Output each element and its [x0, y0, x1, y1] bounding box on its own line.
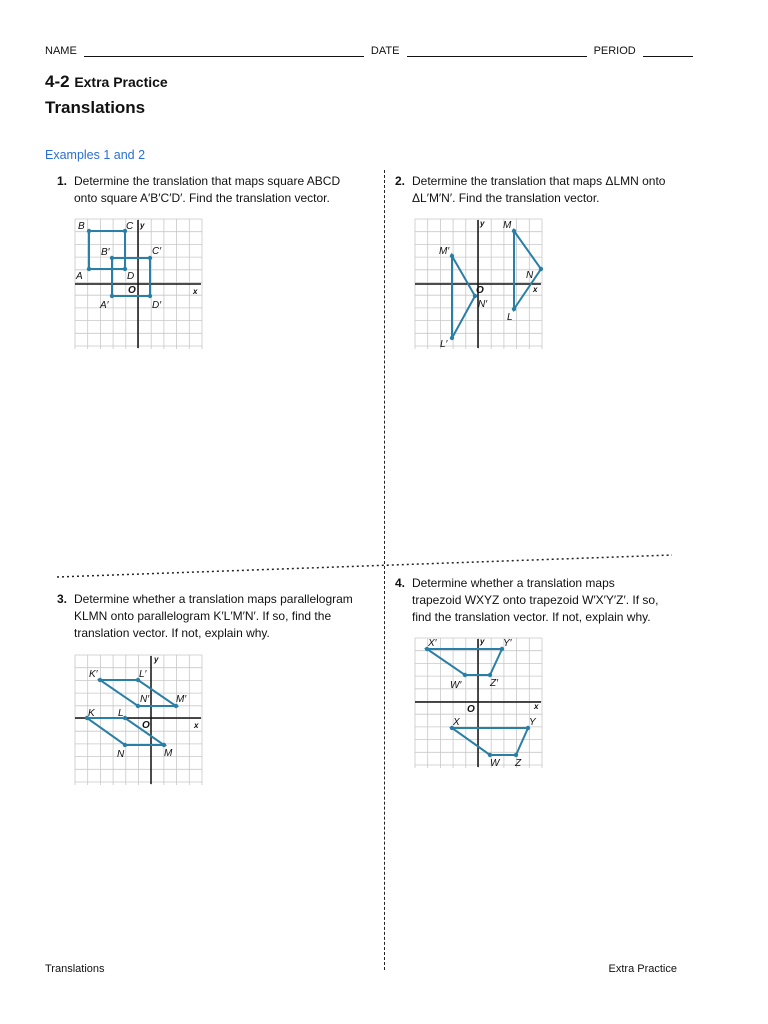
problem-number: 4. [395, 576, 406, 590]
problem-number: 2. [395, 174, 406, 188]
label-Y-prime: Y′ [503, 638, 512, 649]
section-label: Examples 1 and 2 [45, 148, 146, 162]
label-Z: Z [515, 758, 522, 769]
name-label: NAME [45, 45, 77, 57]
label-A-prime: A′ [100, 300, 109, 311]
label-M-prime: M′ [176, 694, 187, 705]
date-label: DATE [370, 45, 400, 57]
label-W: W [490, 758, 500, 769]
label-N: N [117, 749, 125, 760]
label-N: N [526, 270, 534, 281]
lesson-number: 4-2 [45, 72, 70, 91]
label-y: y [140, 221, 145, 230]
label-Y: Y [529, 717, 536, 728]
label-D: D [127, 271, 135, 282]
graph-1 [72, 216, 204, 352]
label-x: x [193, 287, 198, 296]
label-L-prime: L′ [139, 669, 147, 680]
lesson-type: Extra Practice [74, 74, 168, 90]
label-N-prime: N′ [478, 299, 488, 310]
label-X: X [453, 717, 460, 728]
label-X-prime: X′ [428, 638, 437, 649]
problem-text-line: trapezoid WXYZ onto trapezoid W′X′Y′Z′. If so, [412, 593, 659, 607]
problem-number: 1. [57, 174, 68, 188]
label-M: M [164, 748, 173, 759]
label-B-prime: B′ [101, 247, 110, 258]
label-W-prime: W′ [450, 680, 462, 691]
problem-number: 3. [57, 592, 68, 606]
label-L: L [507, 312, 513, 323]
label-M: M [503, 220, 512, 231]
page-title: Translations [45, 98, 146, 117]
graph-4 [412, 635, 544, 771]
label-O: O [128, 285, 136, 296]
problem-text-line: find the translation vector. If not, explain why. [412, 610, 651, 624]
label-y: y [154, 655, 159, 664]
label-Z-prime: Z′ [490, 678, 498, 689]
label-L: L [118, 708, 124, 719]
label-A: A [76, 271, 83, 282]
period-label: PERIOD [593, 45, 636, 57]
problem-text-line: KLMN onto parallelogram K′L′M′N′. If so, find the [74, 609, 332, 623]
triangle-lmn-prime [452, 256, 475, 338]
problem-text-line: Determine the translation that maps square ABCD [74, 174, 341, 188]
problem-text-line: ΔL′M′N′. Find the translation vector. [412, 191, 600, 205]
label-x: x [534, 702, 539, 711]
label-O: O [467, 704, 475, 715]
label-O: O [476, 285, 484, 296]
footer-right: Extra Practice [608, 963, 677, 975]
label-K-prime: K′ [89, 669, 98, 680]
label-L-prime: L′ [440, 339, 448, 350]
label-K: K [88, 708, 95, 719]
problem-text-line: Determine whether a translation maps [412, 576, 615, 590]
graph-2 [412, 216, 544, 352]
label-O: O [142, 720, 150, 731]
problem-text-line: translation vector. If not, explain why. [74, 626, 270, 640]
label-M-prime: M′ [439, 246, 450, 257]
trapezoid-wxyz-prime [427, 649, 502, 675]
label-N-prime: N′ [140, 694, 150, 705]
label-B: B [78, 221, 85, 232]
label-y: y [480, 637, 485, 646]
problem-text-line: Determine whether a translation maps parallelogram [74, 592, 353, 606]
graph-3 [72, 652, 204, 788]
label-y: y [480, 219, 485, 228]
problem-text-line: Determine the translation that maps ΔLMN onto [412, 174, 666, 188]
label-C: C [126, 221, 134, 232]
footer-left: Translations [45, 963, 105, 975]
label-x: x [533, 285, 538, 294]
label-D-prime: D′ [152, 300, 162, 311]
problem-text-line: onto square A′B′C′D′. Find the translation vector. [74, 191, 330, 205]
label-C-prime: C′ [152, 246, 162, 257]
label-x: x [194, 721, 199, 730]
